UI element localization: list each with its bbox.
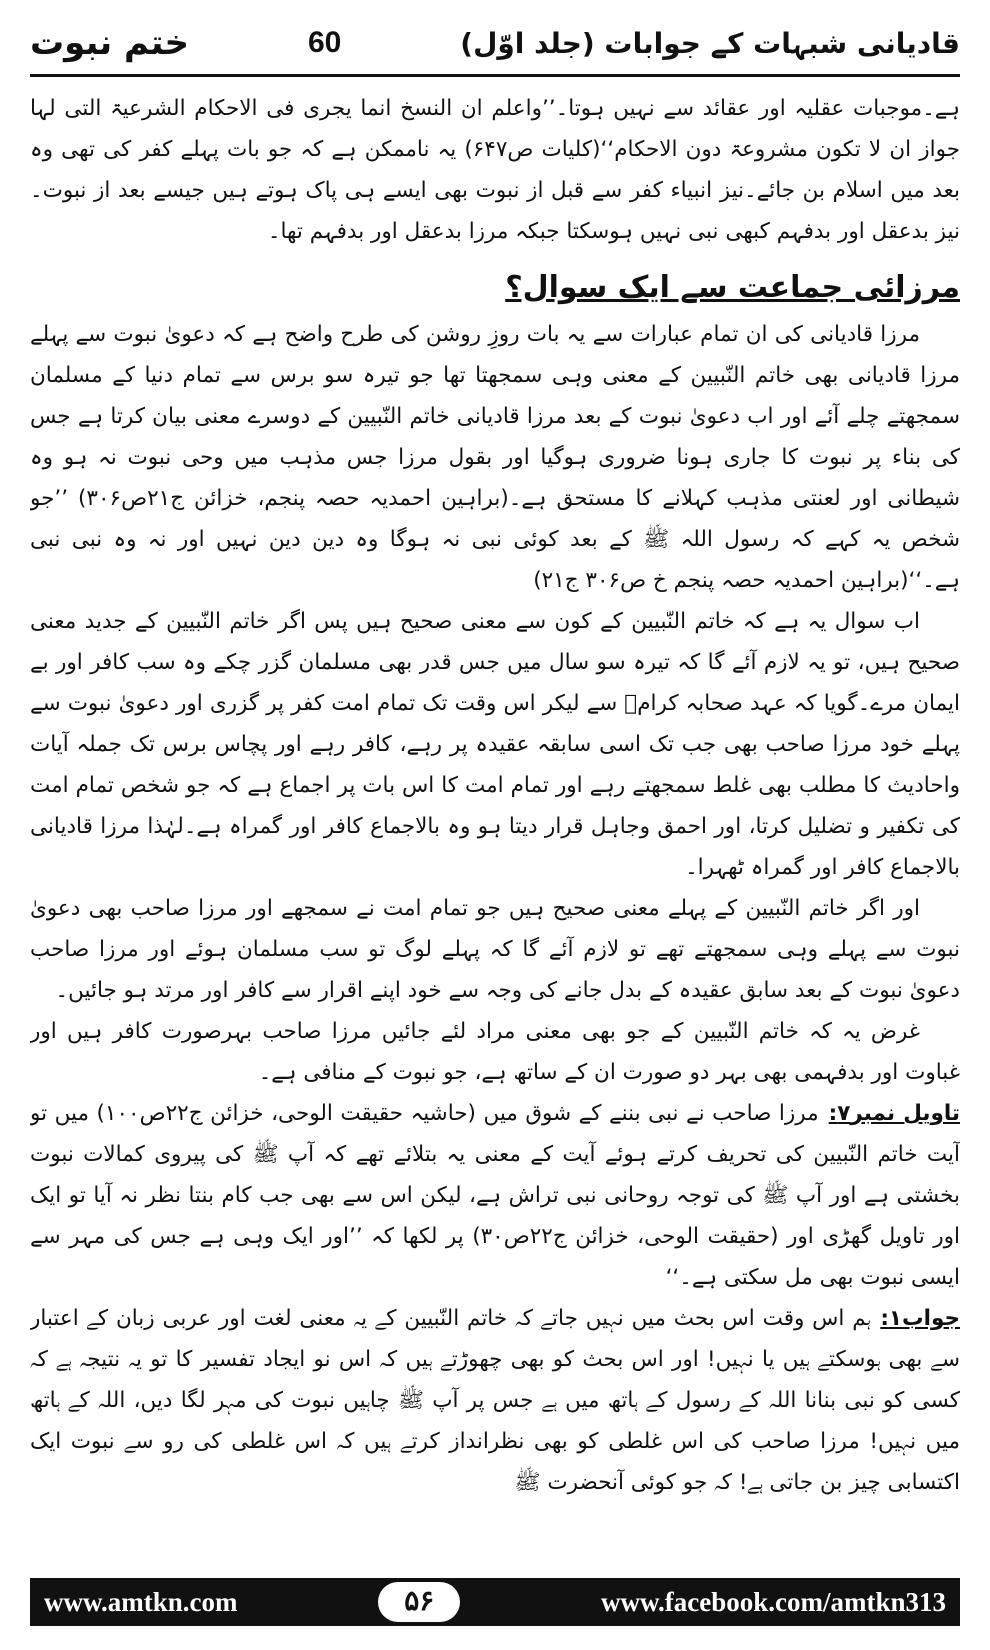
paragraph-taweel <box>30 1093 960 1298</box>
taweel-text: مرزا صاحب نے نبی بننے کے شوق میں (حاشیہ حقیقت الوحی، خزائن ج۲۲ص۱۰۰) میں تو آیت خاتم النّبیین کی تحریف کرتے ہوئے آیت کے معنی یہ بتلائے تھے کہ آپ ﷺ کی پیروی کمالات نبوت بخشتی ہے اور آپ ﷺ کی توجہ روحانی نبی تراش ہے، لیکن اس سے بھی جب کام بنتا نظر نہ آیا تو ایک اور تاویل گھڑی اور (حقیقت الوحی، خزائن ج۲۲ص۳۰) پر لکھا کہ ’’اور ایک وہی ہے جس کی مہر سے ایسی نبوت بھی مل سکتی ہے۔‘‘ <box>30 1101 960 1290</box>
paragraph-4: اور اگر خاتم النّبیین کے پہلے معنی صحیح ہیں جو تمام امت نے سمجھے اور مرزا صاحب بھی دعویٰ نبوت سے پہلے وہی سمجھتے تھے تو لازم آئے گا کہ پہلے لوگ تو سب مسلمان ہوئے اور مرزا صاحب دعویٰ نبوت کے بعد سابق عقیدہ کے بدل جانے کی وجہ سے خود اپنے اقرار سے کافر اور مرتد ہو جائیں۔ <box>30 896 960 1003</box>
footer-page-badge: ۵۶ <box>378 1582 460 1622</box>
page-number: 60 <box>307 26 342 59</box>
page-body <box>30 88 960 1548</box>
taweel-label: تاویل نمبر۷: <box>828 1101 960 1126</box>
jawab-label: جواب۱: <box>880 1306 960 1331</box>
book-title: قادیانی شبہات کے جوابات (جلد اوّل) <box>460 26 960 60</box>
section-heading: مرزائی جماعت سے ایک سوال؟ <box>505 270 960 305</box>
website-link[interactable]: www.amtkn.com <box>44 1586 238 1617</box>
facebook-link[interactable]: www.facebook.com/amtkn313 <box>600 1586 946 1617</box>
paragraph-jawab <box>30 1298 960 1503</box>
paragraph-1: ہے۔موجبات عقلیہ اور عقائد سے نہیں ہوتا۔’’واعلم ان النسخ انما یجری فی الاحکام الشرعیۃ التی لہا جواز ان لا تکون مشروعۃ دون الاحکام‘‘(کلیات ص۶۴۷) یہ ناممکن ہے کہ جو بات پہلے کفر کی تھی وہ بعد میں اسلام بن جائے۔نیز انبیاء کفر سے قبل از نبوت بھی ایسے ہی پاک ہوتے ہیں جیسے بعد از نبوت۔نیز بدعقل اور بدفہم کبھی نبی نہیں ہوسکتا جبکہ مرزا بدعقل اور بدفہم تھا۔ <box>30 96 960 244</box>
page-header <box>30 12 960 77</box>
paragraph-5: غرض یہ کہ خاتم النّبیین کے جو بھی معنی مراد لئے جائیں مرزا صاحب بہرصورت کافر ہیں اور غباوت اور بدفہمی بھی بہر دو صورت ان کے ساتھ ہے، جو نبوت کے منافی ہے۔ <box>30 1019 960 1085</box>
jawab-text: ہم اس وقت اس بحث میں نہیں جاتے کہ خاتم النّبیین کے یہ معنی لغت اور عربی زبان کے اعتبار سے بھی ہوسکتے ہیں یا نہیں! اور اس بحث کو بھی چھوڑتے ہیں کہ اس نو ایجاد تفسیر کا تو یہ نتیجہ ہے کہ کسی کو نبی بنانا اللہ کے رسول کے ہاتھ میں ہے جس پر آپ ﷺ چاہیں نبوت کی مہر لگا دیں، اللہ کے ہاتھ میں نہیں! مرزا صاحب کی اس غلطی کو بھی نظرانداز کرتے ہیں کہ اس غلطی کی رو سے نبوت ایک اکتسابی چیز بن جاتی ہے! کہ جو کوئی آنحضرت ﷺ <box>30 1306 960 1495</box>
paragraph-3: اب سوال یہ ہے کہ خاتم النّبیین کے کون سے معنی صحیح ہیں پس اگر خاتم النّبیین کے جدید معنی صحیح ہیں، تو یہ لازم آئے گا کہ تیرہ سو سال میں جس قدر بھی مسلمان گزر چکے وہ سب کافر اور بے ایمان مرے۔گویا کہ عہد صحابہ کرامؓ سے لیکر اس وقت تک تمام امت کفر پر گزری اور دعویٰ نبوت سے پہلے خود مرزا صاحب بھی جب تک اسی سابقہ عقیدہ پر رہے، کافر رہے اور پچاس برس تک جملہ آیات واحادیث کا مطلب بھی غلط سمجھتے رہے اور تمام امت کا اس بات پر اجماع ہے کہ جو شخص تمام امت کی تکفیر و تضلیل کرتا، اور احمق وجاہل قرار دیتا ہو وہ بالاجماع کافر اور گمراہ ہے۔لہٰذا مرزا قادیانی بالاجماع کافر اور گمراہ ٹھہرا۔ <box>30 609 960 880</box>
paragraph-2: مرزا قادیانی کی ان تمام عبارات سے یہ بات روزِ روشن کی طرح واضح ہے کہ دعویٰ نبوت سے پہلے مرزا قادیانی بھی خاتم النّبیین کے معنی وہی سمجھتا تھا جو تیرہ سو برس سے تمام دنیا کے مسلمان سمجھتے چلے آئے اور اب دعویٰ نبوت کے بعد مرزا قادیانی خاتم النّبیین کے دوسرے معنی بیان کرتا ہے جس کی بناء پر نبوت کا جاری ہونا ضروری ہوگیا اور بقول مرزا جس مذہب میں وحی نبوت نہ ہو وہ شیطانی اور لعنتی مذہب کہلانے کا مستحق ہے۔(براہین احمدیہ حصہ پنجم، خزائن ج۲۱ص۳۰۶) ’’جو شخص یہ کہے کہ رسول اللہ ﷺ کے بعد کوئی نبی نہ ہوگا وہ دین دین نہیں اور نہ وہ نبی نبی ہے۔‘‘(براہین احمدیہ حصہ پنجم خ ص۳۰۶ ج۲۱) <box>30 322 960 593</box>
publication-logo: ختم نبوت <box>30 23 190 63</box>
page-footer <box>30 1578 960 1626</box>
